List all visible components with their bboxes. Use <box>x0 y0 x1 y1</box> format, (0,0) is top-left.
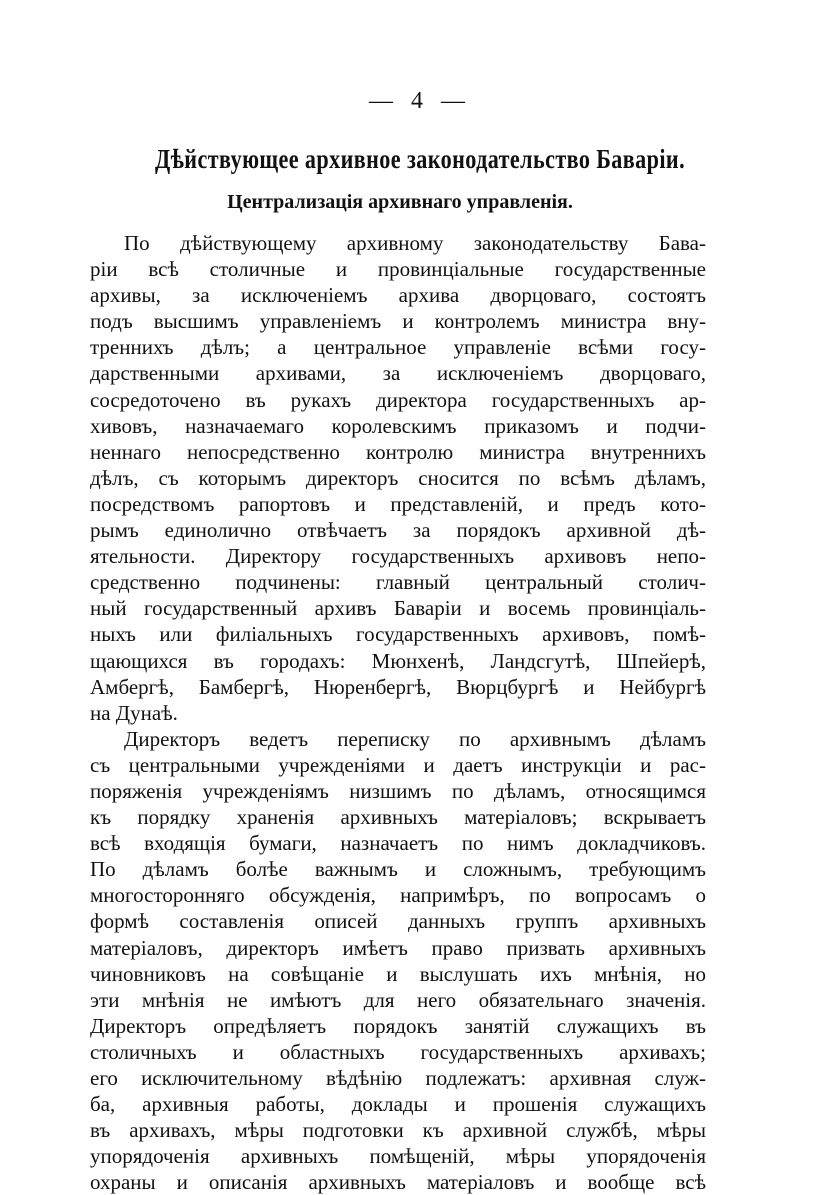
text-line: подъ высшимъ управленіемъ и контролемъ министра вну- <box>90 309 706 334</box>
section-title: Дѣйствующее архивное законодательство Баваріи. <box>154 144 686 174</box>
text-line: По дѣйствующему архивному законодательству Бава- <box>124 231 706 255</box>
text-line: къ порядку храненія архивныхъ матеріаловъ; вскрываетъ <box>90 805 706 830</box>
section-subtitle: Централизація архивнаго управленія. <box>227 191 573 213</box>
text-line: чиновниковъ на совѣщаніе и выслушать ихъ мнѣнія, но <box>90 961 706 986</box>
text-line: упорядоченія архивныхъ помѣщеній, мѣры упорядоченія <box>90 1144 706 1169</box>
text-line: дѣлъ, съ которымъ директоръ сносится по всѣмъ дѣламъ, <box>90 465 706 490</box>
text-line: сосредоточено въ рукахъ директора государственныхъ ар- <box>90 387 706 412</box>
text-line: поряженія учрежденіямъ низшимъ по дѣламъ, относящимся <box>90 778 706 803</box>
text-line: охраны и описанія архивныхъ матеріаловъ и вообще всѣ <box>90 1170 706 1195</box>
text-line: треннихъ дѣлъ; а центральное управленіе всѣми госу- <box>90 335 706 360</box>
text-line: матеріаловъ, директоръ имѣетъ право призвать архивныхъ <box>90 935 706 960</box>
text-line: Директоръ ведетъ переписку по архивнымъ дѣламъ <box>124 726 706 751</box>
text-line: въ архивахъ, мѣры подготовки къ архивной службѣ, мѣры <box>90 1118 706 1143</box>
text-line: на Дунаѣ. <box>90 700 178 725</box>
text-line: ятельности. Директору государственныхъ архивовъ непо- <box>90 544 706 569</box>
body-text <box>90 230 706 1195</box>
text-line: ба, архивныя работы, доклады и прошенія служащихъ <box>90 1092 706 1117</box>
text-line: средственно подчинены: главный центральный столич- <box>90 570 706 595</box>
text-line: архивы, за исключеніемъ архива дворцоваго, состоятъ <box>90 283 706 308</box>
text-line: Директоръ опредѣляетъ порядокъ занятій служащихъ въ <box>90 1013 706 1038</box>
text-line: ныхъ или филіальныхъ государственныхъ архивовъ, помѣ- <box>90 622 706 647</box>
text-line: ный государственный архивъ Баваріи и восемь провинціаль- <box>90 596 706 621</box>
text-line: По дѣламъ болѣе важнымъ и сложнымъ, требующимъ <box>90 857 706 882</box>
text-line: ріи всѣ столичные и провинціальные государственные <box>90 257 706 282</box>
text-line: рымъ единолично отвѣчаетъ за порядокъ архивной дѣ- <box>90 518 706 543</box>
text-line: формѣ составленія описей данныхъ группъ архивныхъ <box>90 909 706 934</box>
text-line: эти мнѣнія не имѣютъ для него обязательнаго значенія. <box>90 987 706 1012</box>
page-number: — 4 — <box>369 88 471 114</box>
text-line: неннаго непосредственно контролю министра внутреннихъ <box>90 439 706 464</box>
text-line: съ центральными учрежденіями и даетъ инструкціи и рас- <box>90 752 706 777</box>
text-line: столичныхъ и областныхъ государственныхъ архивахъ; <box>90 1039 706 1064</box>
text-line: его исключительному вѣдѣнію подлежатъ: архивная служ- <box>90 1066 706 1090</box>
text-line: Амбергѣ, Бамбергѣ, Нюренбергѣ, Вюрцбургѣ и Нейбургѣ <box>90 674 706 699</box>
text-line: посредствомъ рапортовъ и представленій, и предъ кото- <box>90 491 706 516</box>
text-line: многосторонняго обсужденія, напримѣръ, по вопросамъ о <box>90 883 706 908</box>
text-line: щающихся въ городахъ: Мюнхенѣ, Ландсгутѣ, Шпейерѣ, <box>90 648 706 673</box>
text-line: всѣ входящія бумаги, назначаетъ по нимъ докладчиковъ. <box>90 831 706 856</box>
text-line: хивовъ, назначаемаго королевскимъ приказомъ и подчи- <box>90 413 706 438</box>
text-line: дарственными архивами, за исключеніемъ дворцоваго, <box>90 361 706 386</box>
